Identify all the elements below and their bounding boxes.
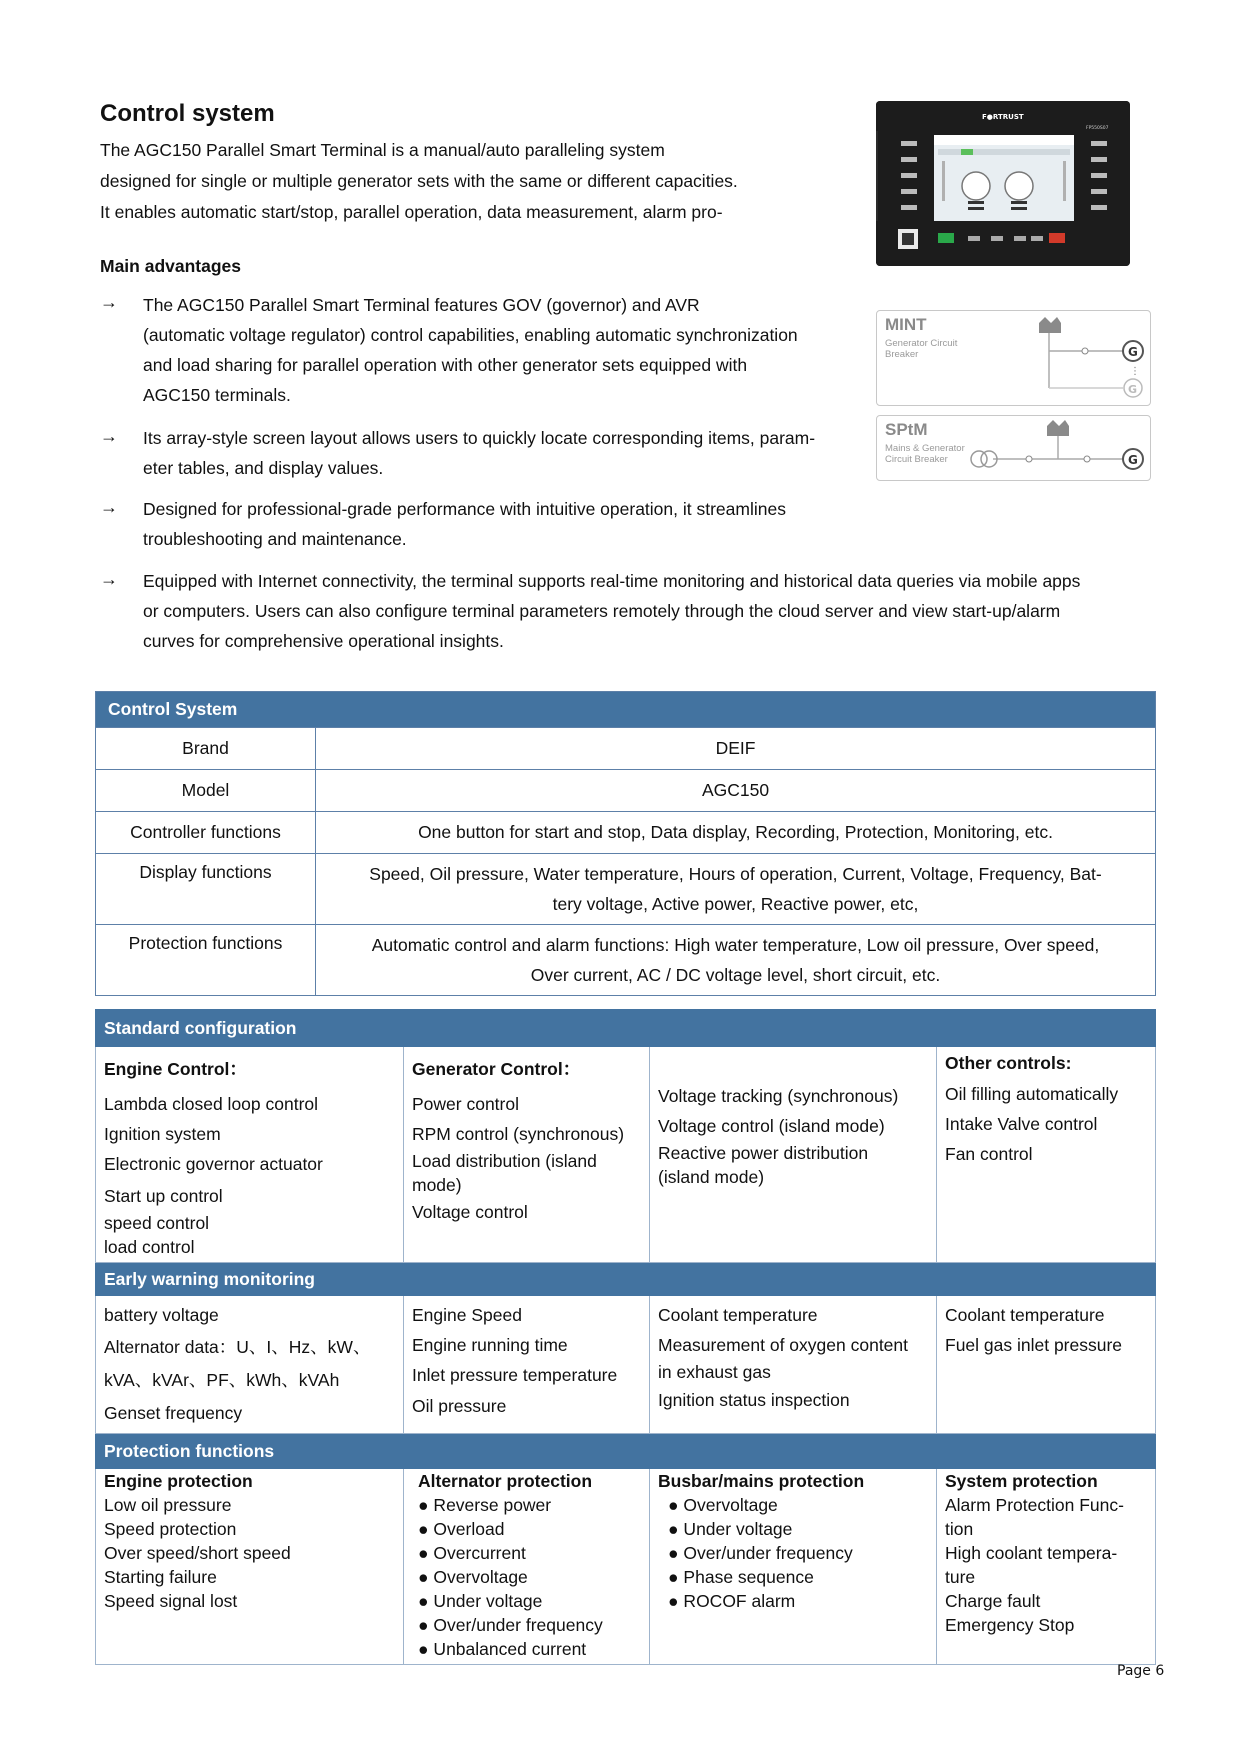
arrow-icon: →: [100, 292, 118, 312]
advantage-item: Designed for professional-grade performance with intuitive operation, it streamlines troubleshooting and maintenance.: [143, 499, 786, 549]
svg-text:G: G: [1128, 383, 1138, 396]
engine-control-cell: Engine Control： Lambda closed loop control Ignition system Electronic governor actuator Start up control speed control load control: [96, 1047, 404, 1263]
breaker-schematic: [877, 311, 1150, 405]
main-advantages-heading: Main advantages: [100, 256, 242, 276]
row-label: Controller functions: [96, 812, 316, 854]
diagram-subtitle: Mains & Generator Circuit Breaker: [885, 443, 965, 465]
diagram-subtitle: Generator Circuit Breaker: [885, 338, 958, 360]
intro-line: designed for single or multiple generator sets with the same or different capacities.: [100, 171, 738, 191]
warning-col: Coolant temperature Fuel gas inlet pressure: [937, 1296, 1156, 1434]
table-header: Protection functions: [96, 1434, 1156, 1469]
brand-logo: F●RTRUST: [982, 113, 1024, 121]
intro-line: The AGC150 Parallel Smart Terminal is a manual/auto paralleling system: [100, 140, 665, 160]
row-value: AGC150: [316, 770, 1156, 812]
arrow-icon: →: [100, 497, 118, 517]
generator-control-cell: Generator Control： Power control RPM control (synchronous) Load distribution (island mode) Voltage control: [404, 1047, 650, 1263]
controller-image: [876, 101, 1130, 266]
arrow-icon: →: [100, 569, 118, 589]
row-value: Automatic control and alarm functions: High water temperature, Low oil pressure, Over speed, Over current, AC / DC voltage level, short circuit, etc.: [316, 925, 1156, 996]
table-header: Early warning monitoring: [96, 1263, 1156, 1296]
table-row: [96, 812, 1156, 854]
row-label: Protection functions: [96, 925, 316, 996]
table-header: Standard configuration: [96, 1010, 1156, 1047]
config-row: [96, 1047, 1156, 1263]
warning-col: Engine Speed Engine running time Inlet pressure temperature Oil pressure: [404, 1296, 650, 1434]
row-value: Speed, Oil pressure, Water temperature, Hours of operation, Current, Voltage, Frequency, Bat- tery voltage, Active power, Reactive power, etc,: [316, 854, 1156, 925]
diagram-title: SPtM: [885, 420, 928, 439]
table-row: [96, 854, 1156, 925]
intro-line: It enables automatic start/stop, parallel operation, data measurement, alarm pro-: [100, 202, 723, 222]
warning-col: battery voltage Alternator data：U、I、Hz、kW、 kVA、kVAr、PF、kWh、kVAh Genset frequency: [96, 1296, 404, 1434]
warning-row: [96, 1296, 1156, 1434]
voltage-control-cell: Voltage tracking (synchronous) Voltage control (island mode) Reactive power distribution (island mode): [650, 1047, 937, 1263]
sptm-diagram: [876, 415, 1151, 481]
control-system-table: [95, 691, 1156, 996]
advantage-item: Its array-style screen layout allows users to quickly locate corresponding items, param- eter tables, and display values.: [143, 428, 816, 478]
table-row: [96, 770, 1156, 812]
table-header: Control System: [96, 692, 1156, 728]
standard-configuration-table: [95, 1009, 1156, 1665]
alternator-protection-cell: Alternator protection ● Reverse power ● Overload ● Overcurrent ● Overvoltage ● Under voltage ● Over/under frequency ● Unbalanced current: [404, 1469, 650, 1665]
model-tag: FP550S07: [1086, 126, 1109, 131]
protection-row: [96, 1469, 1156, 1665]
page-number: Page 6: [1117, 1663, 1165, 1679]
svg-text:⋮: ⋮: [1130, 366, 1140, 377]
warning-col: Coolant temperature Measurement of oxygen content in exhaust gas Ignition status inspection: [650, 1296, 937, 1434]
row-label: Display functions: [96, 854, 316, 925]
row-value: One button for start and stop, Data display, Recording, Protection, Monitoring, etc.: [316, 812, 1156, 854]
advantage-item: Equipped with Internet connectivity, the terminal supports real-time monitoring and historical data queries via mobile apps or computers. Users can also configure terminal parameters remotely through the cloud server and view start-up/alarm curves for comprehensive operational insights.: [143, 571, 1081, 651]
other-controls-cell: Other controls: Oil filling automatically Intake Valve control Fan control: [937, 1047, 1156, 1263]
table-row: [96, 925, 1156, 996]
system-protection-cell: System protection Alarm Protection Func- tion High coolant tempera- ture Charge fault Emergency Stop: [937, 1469, 1156, 1665]
page-title: Control system: [100, 100, 275, 127]
engine-protection-cell: Engine protection Low oil pressure Speed protection Over speed/short speed Starting failure Speed signal lost: [96, 1469, 404, 1665]
breaker-schematic: [877, 416, 1150, 480]
row-value: DEIF: [316, 728, 1156, 770]
svg-text:G: G: [1128, 453, 1138, 467]
mint-diagram: [876, 310, 1151, 406]
diagram-title: MINT: [885, 315, 927, 334]
table-row: [96, 728, 1156, 770]
advantage-item: The AGC150 Parallel Smart Terminal features GOV (governor) and AVR (automatic voltage regulator) control capabilities, enabling automatic synchronization and load sharing for parallel operation with other generator sets equipped with AGC150 terminals.: [143, 295, 798, 405]
arrow-icon: →: [100, 426, 118, 446]
svg-text:G: G: [1128, 345, 1138, 359]
busbar-protection-cell: Busbar/mains protection ● Overvoltage ● Under voltage ● Over/under frequency ● Phase sequence ● ROCOF alarm: [650, 1469, 937, 1665]
row-label: Brand: [96, 728, 316, 770]
row-label: Model: [96, 770, 316, 812]
